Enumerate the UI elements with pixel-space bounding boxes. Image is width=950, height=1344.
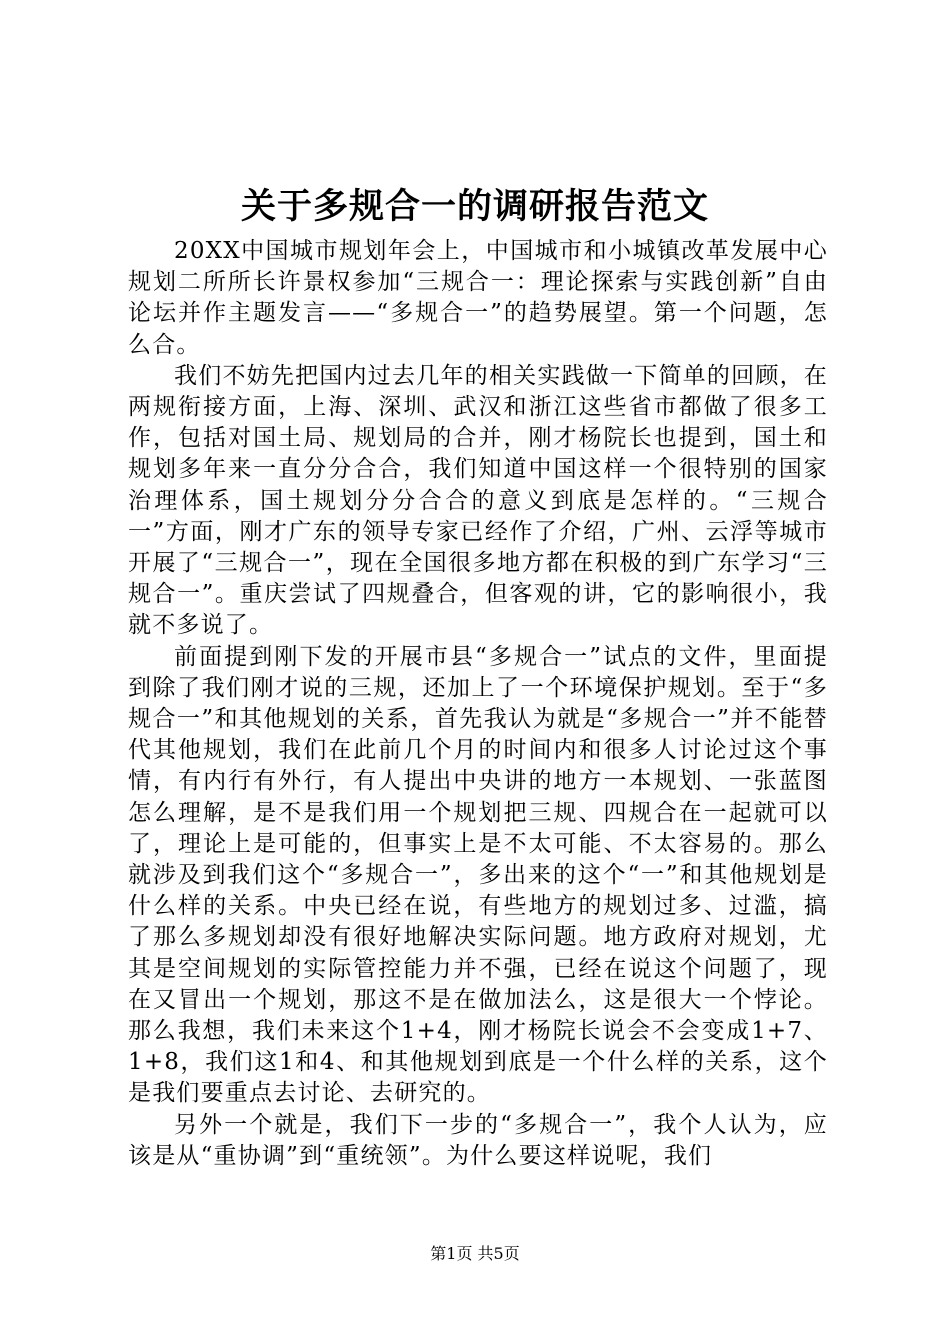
paragraph-2: 我们不妨先把国内过去几年的相关实践做一下简单的回顾，在两规衔接方面，上海、深圳、武汉和浙江这些省市都做了很多工作，包括对国土局、规划局的合并，刚才杨院长也提到，国土和规划多年来一直分分合合，我们知道中国这样一个很特别的国家治理体系，国土规划分分合合的意义到底是怎样的。“三规合一”方面，刚才广东的领导专家已经作了介绍，广州、云浮等城市开展了“三规合一”，现在全国很多地方都在积极的到广东学习“三规合一”。重庆尝试了四规叠合，但客观的讲，它的影响很小，我就不多说了。 — [128, 362, 828, 639]
document-body — [128, 236, 828, 1172]
paragraph-3: 前面提到刚下发的开展市县“多规合一”试点的文件，里面提到除了我们刚才说的三规，还加上了一个环境保护规划。至于“多规合一”和其他规划的关系，首先我认为就是“多规合一”并不能替代其他规划，我们在此前几个月的时间内和很多人讨论过这个事情，有内行有外行，有人提出中央讲的地方一本规划、一张蓝图怎么理解，是不是我们用一个规划把三规、四规合在一起就可以了，理论上是可能的，但事实上是不太可能、不太容易的。那么就涉及到我们这个“多规合一”，多出来的这个“一”和其他规划是什么样的关系。中央已经在说，有些地方的规划过多、过滥，搞了那么多规划却没有很好地解决实际问题。地方政府对规划，尤其是空间规划的实际管控能力并不强，已经在说这个问题了，现在又冒出一个规划，那这不是在做加法么，这是很大一个悖论。那么我想，我们未来这个1+4，刚才杨院长说会不会变成1+7、1+8，我们这1和4、和其他规划到底是一个什么样的关系，这个是我们要重点去讨论、去研究的。 — [128, 643, 828, 1107]
document-title: 关于多规合一的调研报告范文 — [240, 186, 709, 227]
paragraph-4: 另外一个就是，我们下一步的“多规合一”，我个人认为，应该是从“重协调”到“重统领”。为什么要这样说呢，我们 — [128, 1111, 828, 1169]
paragraph-1: 20XX中国城市规划年会上，中国城市和小城镇改革发展中心规划二所所长许景权参加“三规合一：理论探索与实践创新”自由论坛并作主题发言——“多规合一”的趋势展望。第一个问题，怎么合。 — [128, 238, 828, 358]
page-number-footer: 第1页 共5页 — [430, 1244, 520, 1263]
